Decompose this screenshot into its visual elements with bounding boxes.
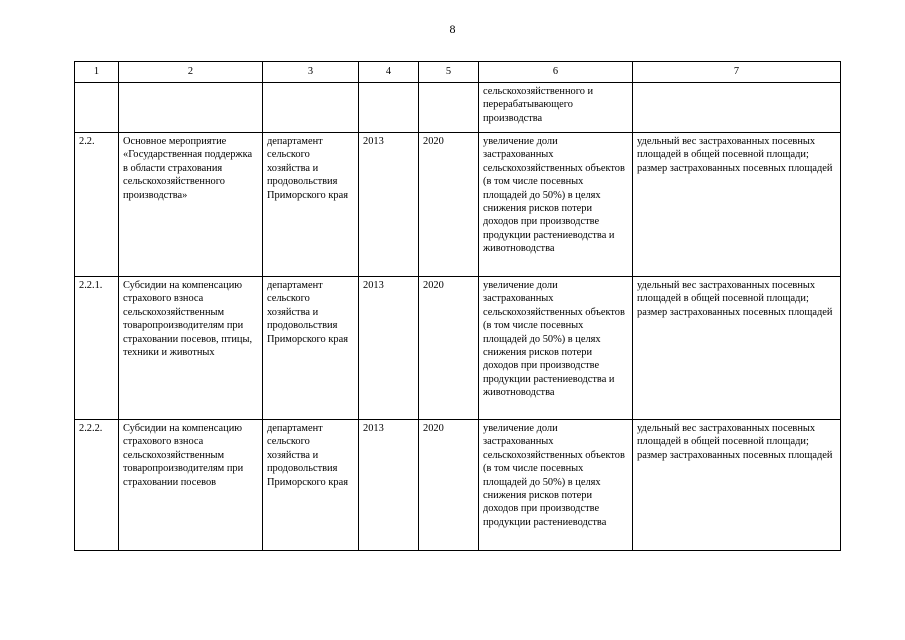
page-number: 8 (449, 22, 456, 36)
table-row (75, 277, 841, 420)
table-cell (119, 83, 263, 133)
executor: департамент сельского хозяйства и продовольствия Приморского края (263, 420, 359, 551)
header-col-7: 7 (633, 62, 841, 83)
end-year: 2020 (419, 133, 479, 277)
indicators: удельный вес застрахованных посевных площадей в общей посевной площади; размер застрахованных посевных площадей (633, 133, 841, 277)
start-year: 2013 (359, 277, 419, 420)
header-col-1: 1 (75, 62, 119, 83)
row-number: 2.2.1. (75, 277, 119, 420)
header-col-5: 5 (419, 62, 479, 83)
table-row (75, 420, 841, 551)
header-col-2: 2 (119, 62, 263, 83)
indicators: удельный вес застрахованных посевных площадей в общей посевной площади; размер застрахованных посевных площадей (633, 277, 841, 420)
expected-result: увеличение доли застрахованных сельскохозяйственных объектов (в том числе посевных площадей до 50%) в целях снижения рисков потери доходов при производстве продукции растениеводства и животноводства (479, 133, 633, 277)
table-cell (75, 83, 119, 133)
start-year: 2013 (359, 420, 419, 551)
measure-name: Основное мероприятие «Государственная поддержка в области страхования сельскохозяйственного производства» (119, 133, 263, 277)
measure-name: Субсидии на компенсацию страхового взноса сельскохозяйственным товаропроизводителям при страховании посевов, птицы, техники и животных (119, 277, 263, 420)
header-row (75, 62, 841, 83)
header-col-4: 4 (359, 62, 419, 83)
table-cell (359, 83, 419, 133)
expected-result: увеличение доли застрахованных сельскохозяйственных объектов (в том числе посевных площадей до 50%) в целях снижения рисков потери доходов при производстве продукции растениеводства и животноводства (479, 277, 633, 420)
header-col-6: 6 (479, 62, 633, 83)
expected-result: увеличение доли застрахованных сельскохозяйственных объектов (в том числе посевных площадей до 50%) в целях снижения рисков потери доходов при производстве продукции растениеводства (479, 420, 633, 551)
continuation-row (75, 83, 841, 133)
row-number: 2.2.2. (75, 420, 119, 551)
header-col-3: 3 (263, 62, 359, 83)
executor: департамент сельского хозяйства и продовольствия Приморского края (263, 133, 359, 277)
table-row (75, 133, 841, 277)
program-table (74, 61, 841, 551)
table-cell (419, 83, 479, 133)
end-year: 2020 (419, 420, 479, 551)
row-number: 2.2. (75, 133, 119, 277)
measure-name: Субсидии на компенсацию страхового взноса сельскохозяйственным товаропроизводителям при страховании посевов (119, 420, 263, 551)
end-year: 2020 (419, 277, 479, 420)
table-cell (633, 83, 841, 133)
start-year: 2013 (359, 133, 419, 277)
executor: департамент сельского хозяйства и продовольствия Приморского края (263, 277, 359, 420)
continuation-result-cell: сельскохозяйственного и перерабатывающего производства (479, 83, 633, 133)
table-cell (263, 83, 359, 133)
indicators: удельный вес застрахованных посевных площадей в общей посевной площади; размер застрахованных посевных площадей (633, 420, 841, 551)
